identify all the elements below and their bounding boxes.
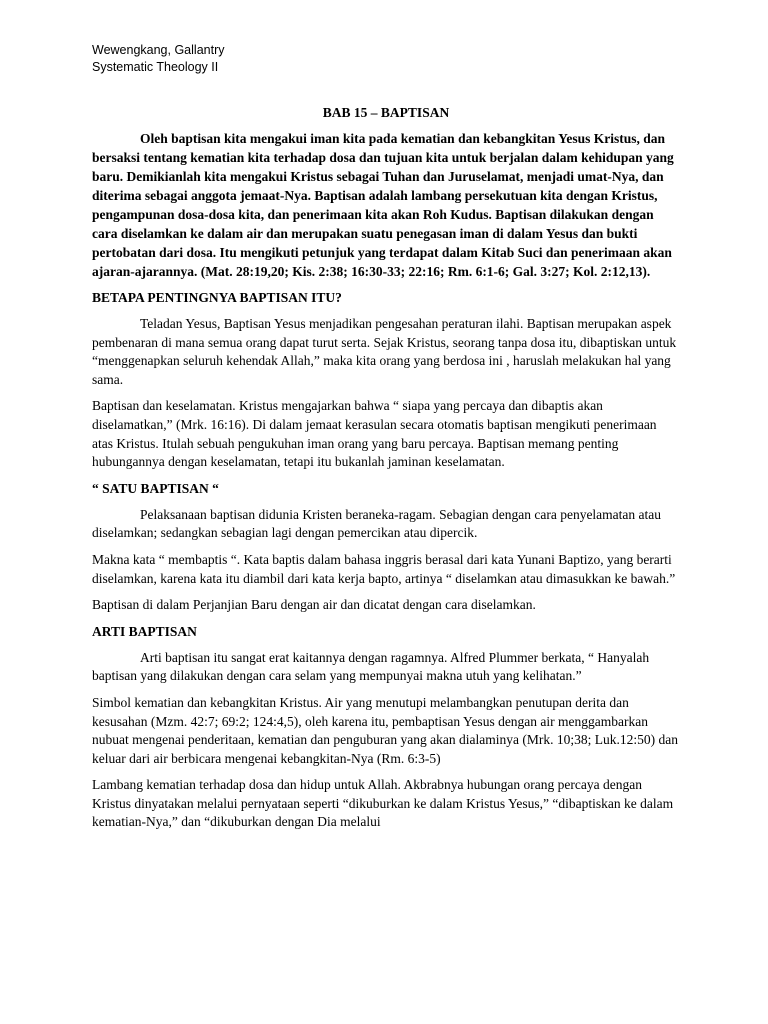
document-page xyxy=(92,42,680,840)
paragraph-makna-kata: Makna kata “ membaptis “. Kata baptis dalam bahasa inggris berasal dari kata Yunani Baptizo, yang berarti diselamkan, karena kata itu diambil dari kata kerja bapto, artinya “ diselamkan atau dimasukkan ke bawah.” xyxy=(92,551,676,586)
paragraph-lambang-kematian: Lambang kematian terhadap dosa dan hidup untuk Allah. Akbrabnya hubungan orang percaya dengan Kristus dinyatakan melalui pernyataan seperti “dikuburkan ke dalam Kristus Yesus,” “dibaptiskan ke dalam kematian-Nya,” dan “dikuburkan dengan Dia melalui xyxy=(92,777,674,830)
paragraph-baptisan-keselamatan: Baptisan dan keselamatan. Kristus mengajarkan bahwa “ siapa yang percaya dan dibaptis akan diselamatkan,” (Mrk. 16:16). Di dalam jemaat kerasulan secara otomatis baptisan mengikuti penerimaan atas Kristus. Itulah sebuah pengukuhan iman orang yang baru percaya. Baptisan memang penting hubungannya dengan keselamatan, tetapi itu bukanlah jaminan keselamatan. xyxy=(92,398,657,470)
section-heading-arti-baptisan: ARTI BAPTISAN xyxy=(92,623,197,639)
section-heading-satu-baptisan: “ SATU BAPTISAN “ xyxy=(92,480,219,496)
paragraph-arti-baptisan: Arti baptisan itu sangat erat kaitannya dengan ragamnya. Alfred Plummer berkata, “ Hanyalah baptisan yang dilakukan dengan cara selam yang mempunyai makna utuh yang kelihatan.” xyxy=(92,649,650,684)
paragraph-teladan-yesus: Teladan Yesus, Baptisan Yesus menjadikan pengesahan peraturan ilahi. Baptisan merupakan aspek pembenaran di mana semua orang dapat turut serta. Sejak Kristus, seorang tanpa dosa itu, dibaptiskan untuk “menggenapkan seluruh kehendak Allah,” maka kita orang yang berdosa ini , haruslah melakukan hal yang sama. xyxy=(92,316,677,387)
intro-paragraph: Oleh baptisan kita mengakui iman kita pada kematian dan kebangkitan Yesus Kristus, dan bersaksi tentang kematian kita terhadap dosa dan tujuan kita untuk berjalan dalam kehidupan yang baru. Demikianlah kita mengakui Kristus sebagai Tuhan dan Juruselamat, menjadi umat-Nya, dan diterima sebagai anggota jemaat-Nya. Baptisan adalah lambang persekutuan kita dengan Kristus, pengampunan dosa-dosa kita, dan penerimaan kita akan Roh Kudus. Baptisan dilakukan dengan cara diselamkan ke dalam air dan merupakan suatu penegasan iman di dalam Yesus dan bukti pertobatan dari dosa. Itu mengikuti petunjuk yang terdapat dalam Kitab Suci dan penerimaan akan ajaran-ajarannya. (Mat. 28:19,20; Kis. 2:38; 16:30-33; 22:16; Rm. 6:1-6; Gal. 3:27; Kol. 2:12,13). xyxy=(92,131,674,279)
author-name: Wewengkang, Gallantry xyxy=(92,43,225,57)
section-heading-pentingnya: BETAPA PENTINGNYA BAPTISAN ITU? xyxy=(92,290,342,305)
paragraph-perjanjian-baru: Baptisan di dalam Perjanjian Baru dengan air dan dicatat dengan cara diselamkan. xyxy=(92,597,536,613)
paragraph-pelaksanaan: Pelaksanaan baptisan didunia Kristen beraneka-ragam. Sebagian dengan cara penyelamatan atau diselamkan; sedangkan sebagian lagi dengan pemercikan atau dipercik. xyxy=(92,506,662,541)
paragraph-simbol-kematian: Simbol kematian dan kebangkitan Kristus. Air yang menutupi melambangkan penutupan derita dan kesusahan (Mzm. 42:7; 69:2; 124:4,5), oleh karena itu, pembaptisan Yesus dengan air menggambarkan nubuat mengenai penderitaan, kematian dan penguburan yang akan dialaminya (Mrk. 10;38; Luk.12:50) dan keluar dari air berbicara mengenai kebangkitan-Nya (Rm. 6:3-5) xyxy=(92,694,678,766)
chapter-title: BAB 15 – BAPTISAN xyxy=(322,105,450,120)
course-name: Systematic Theology II xyxy=(92,60,219,74)
